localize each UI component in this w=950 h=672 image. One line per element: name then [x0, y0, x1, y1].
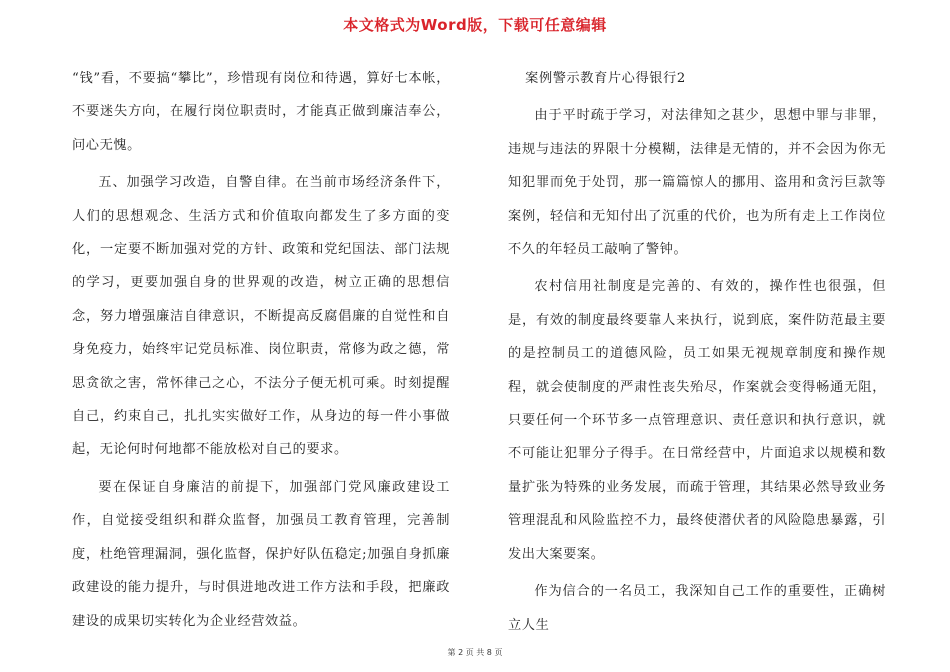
section-title: 案例警示教育片心得银行2	[525, 71, 686, 86]
left-paragraph-2: 五、加强学习改造，自警自律。在当前市场经济条件下，人们的思想观念、生活方式和价值取向都发生了多方面的变化，一定要不断加强对党的方针、政策和党纪国法、部门法规的学习，更要加强自身的世界观的改造，树立正确的思想信念，努力增强廉洁自律意识，不断提高反腐倡廉的自觉性和自身免疫力，始终牢记党员标准、岗位职责，常修为政之德，常思贪欲之害，常怀律己之心，不法分子便无机可乘。时刻提醒自己，约束自己，扎扎实实做好工作，从身边的每一件小事做起，无论何时何地都不能放松对自己的要求。	[72, 175, 450, 458]
right-column	[508, 62, 886, 646]
right-paragraph-3: 作为信合的一名员工，我深知自己工作的重要性，正确树立人生	[508, 584, 886, 633]
page-footer: 第 2 页 共 8 页	[447, 648, 503, 657]
document-banner: 本文格式为Word版，下载可任意编辑	[343, 16, 607, 34]
left-paragraph-3: 要在保证自身廉洁的前提下，加强部门党风廉政建设工作，自觉接受组织和群众监督，加强员工教育管理，完善制度，杜绝管理漏洞，强化监督，保护好队伍稳定;加强自身抓廉政建设的能力提升，与时俱进地改进工作方法和手段，把廉政建设的成果切实转化为企业经营效益。	[72, 479, 450, 629]
left-paragraph-1: “钱”看，不要搞“攀比”，珍惜现有岗位和待遇，算好七本帐，不要迷失方向，在履行岗位职责时，才能真正做到廉洁奉公，问心无愧。	[72, 71, 450, 153]
right-paragraph-2: 农村信用社制度是完善的、有效的，操作性也很强，但是，有效的制度最终要靠人来执行，说到底，案件防范最主要的是控制员工的道德风险，员工如果无视规章制度和操作规程，就会使制度的严肃性丧失殆尽，作案就会变得畅通无阻，只要任何一个环节多一点管理意识、责任意识和执行意识，就不可能让犯罪分子得手。在日常经营中，片面追求以规模和数量扩张为特殊的业务发展，而疏于管理，其结果必然导致业务管理混乱和风险监控不力，最终使潜伏者的风险隐患暴露，引发出大案要案。	[508, 279, 886, 562]
left-column	[72, 62, 450, 642]
right-paragraph-1: 由于平时疏于学习，对法律知之甚少，思想中罪与非罪，违规与违法的界限十分模糊，法律是无情的，并不会因为你无知犯罪而免于处罚，那一篇篇惊人的挪用、盗用和贪污巨款等案例，轻信和无知付出了沉重的代价，也为所有走上工作岗位不久的年轻员工敲响了警钟。	[508, 108, 886, 258]
